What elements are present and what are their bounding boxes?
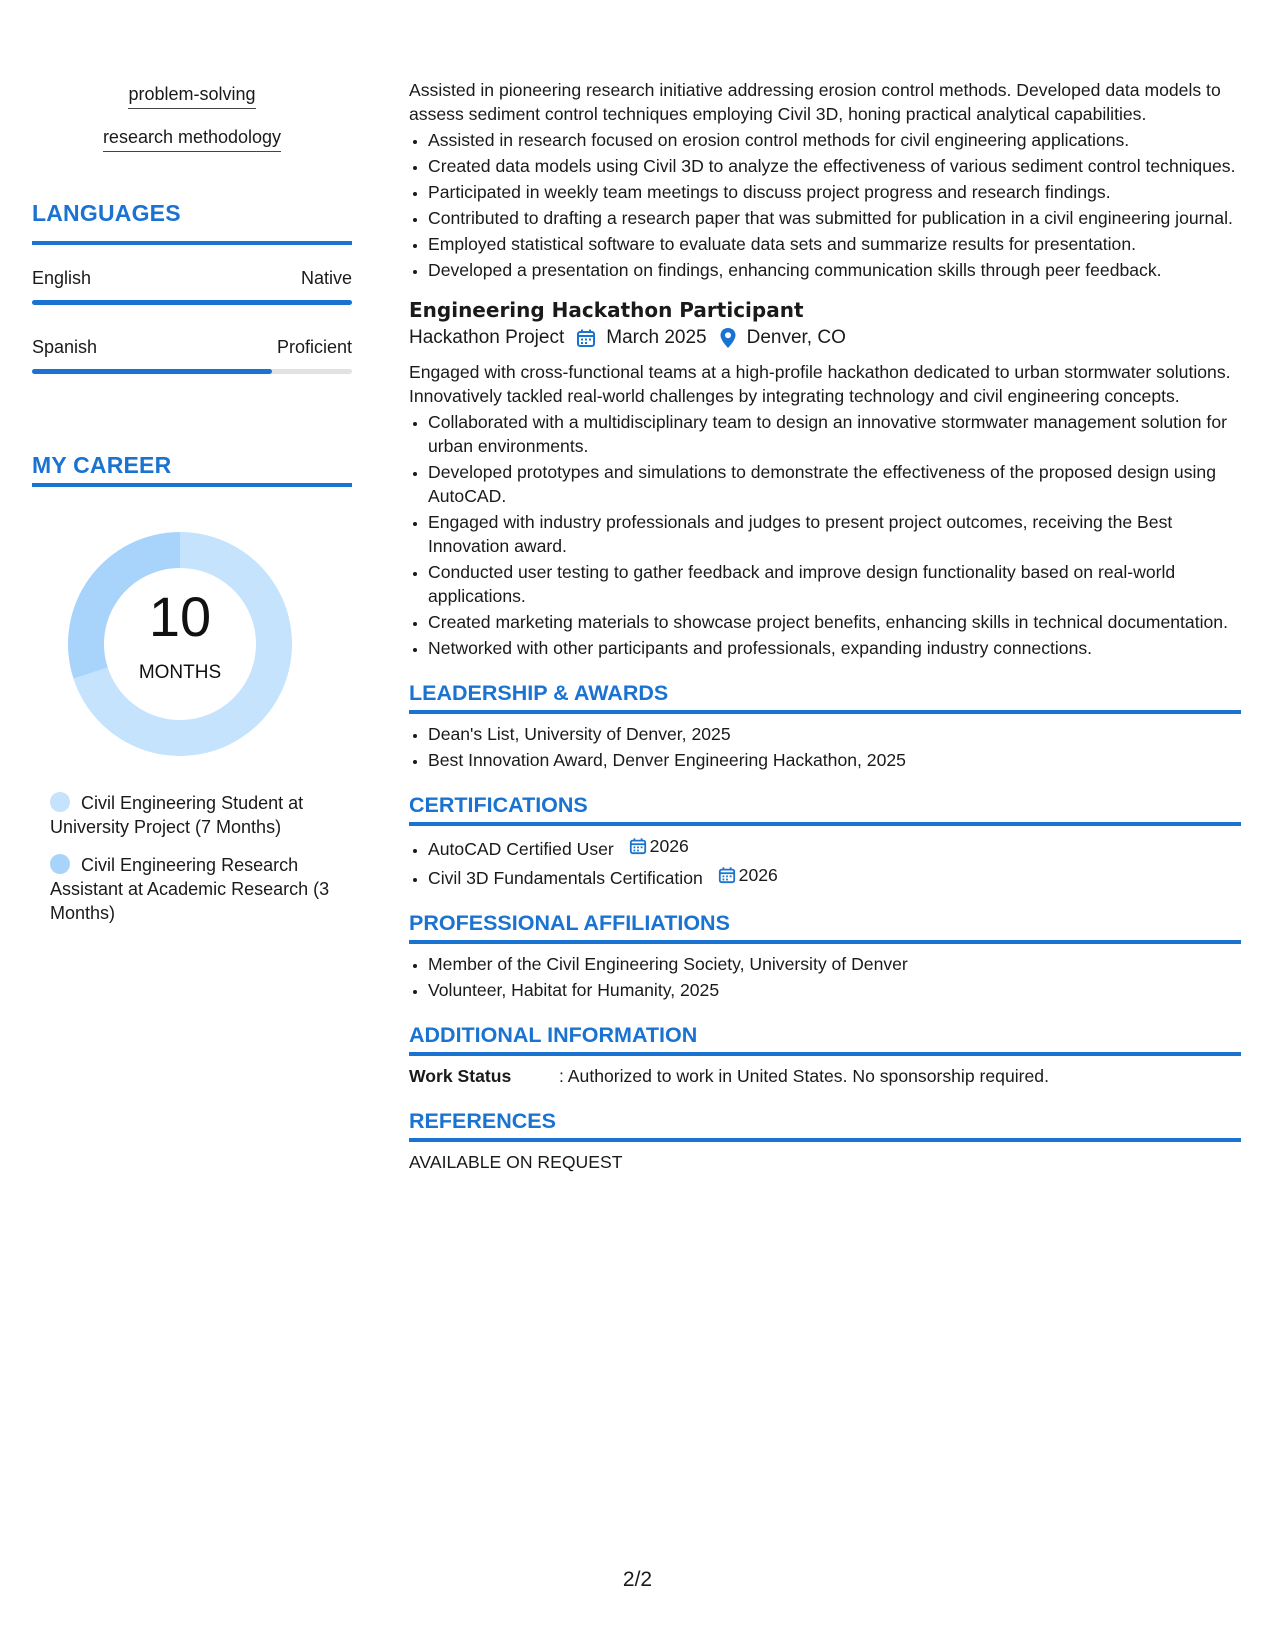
calendar-icon <box>576 328 596 348</box>
languages-heading: LANGUAGES <box>32 200 181 226</box>
language-bar <box>32 300 352 305</box>
certifications-list <box>409 834 1241 890</box>
entry-bullets <box>409 410 1241 660</box>
divider <box>32 241 352 245</box>
list-item: • Developed prototypes and simulations to demonstrate the effectiveness of the proposed design using AutoCAD. <box>428 460 1241 508</box>
references-text: AVAILABLE ON REQUEST <box>409 1152 623 1172</box>
language-bar-fill <box>32 369 272 374</box>
cert-name: Civil 3D Fundamentals Certification <box>428 868 703 888</box>
work-status-row <box>409 1064 1241 1088</box>
legend-dot <box>50 792 70 812</box>
list-item <box>428 834 1241 861</box>
language-level: Native <box>300 268 352 288</box>
entry-title: Engineering Hackathon Participant <box>409 298 804 322</box>
list-item: • Assisted in research focused on erosion control methods for civil engineering applications. <box>428 128 1241 152</box>
language-bar-fill <box>32 300 352 305</box>
cert-year: 2026 <box>738 865 778 885</box>
list-item: • Contributed to drafting a research paper that was submitted for publication in a civil engineering journal. <box>428 206 1241 230</box>
list-item: • Created marketing materials to showcase project benefits, enhancing skills in technical documentation. <box>428 610 1241 634</box>
list-item: • Collaborated with a multidisciplinary team to design an innovative stormwater management solution for urban environments. <box>428 410 1241 458</box>
list-item: • Best Innovation Award, Denver Engineering Hackathon, 2025 <box>428 748 1241 772</box>
divider <box>409 822 1241 826</box>
list-item: • Volunteer, Habitat for Humanity, 2025 <box>428 978 1241 1002</box>
leadership-list <box>409 722 1241 772</box>
divider <box>32 483 352 487</box>
list-item <box>428 863 1241 890</box>
list-item: • Created data models using Civil 3D to analyze the effectiveness of various sediment control techniques. <box>428 154 1241 178</box>
career-total: 10 <box>148 585 212 648</box>
legend-label: Civil Engineering Research Assistant at Academic Research (3 Months) <box>50 855 330 923</box>
page-number: 2/2 <box>622 1568 653 1591</box>
divider <box>409 940 1241 944</box>
career-donut-chart <box>68 532 292 756</box>
work-status-label: Work Status <box>409 1066 512 1086</box>
cert-date <box>718 863 778 887</box>
divider <box>409 710 1241 714</box>
calendar-icon <box>629 837 647 855</box>
list-item: • Conducted user testing to gather feedback and improve design functionality based on real-world applications. <box>428 560 1241 608</box>
skill-tag: problem-solving <box>32 84 352 109</box>
calendar-icon <box>718 866 736 884</box>
career-legend-item <box>50 791 350 839</box>
language-name: English <box>32 268 92 288</box>
list-item: • Dean's List, University of Denver, 2025 <box>428 722 1241 746</box>
legend-dot <box>50 854 70 874</box>
language-bar <box>32 369 352 374</box>
language-name: Spanish <box>32 337 98 357</box>
career-legend-item <box>50 853 350 925</box>
entry-org: Hackathon Project <box>409 327 565 348</box>
list-item: • Participated in weekly team meetings to discuss project progress and research findings. <box>428 180 1241 204</box>
list-item: • Developed a presentation on findings, enhancing communication skills through peer feedback. <box>428 258 1241 282</box>
cert-name: AutoCAD Certified User <box>428 839 614 859</box>
list-item: • Engaged with industry professionals and judges to present project outcomes, receiving the Best Innovation award. <box>428 510 1241 558</box>
section-heading-leadership: LEADERSHIP & AWARDS <box>409 681 669 705</box>
list-item: • Employed statistical software to evaluate data sets and summarize results for presentation. <box>428 232 1241 256</box>
entry-summary: Engaged with cross-functional teams at a high-profile hackathon dedicated to urban stormwater solutions. Innovatively tackled real-world challenges by integrating technology and civil engineering concepts. <box>409 362 1231 406</box>
affiliations-list <box>409 952 1241 1002</box>
location-pin-icon <box>719 327 737 349</box>
experience-summary: Assisted in pioneering research initiative addressing erosion control methods. Developed data models to assess sediment control techniques employing Civil 3D, honing practical analytical capabilities. <box>409 80 1221 124</box>
list-item: • Member of the Civil Engineering Society, University of Denver <box>428 952 1241 976</box>
main-column <box>409 78 1241 1174</box>
career-heading: MY CAREER <box>32 452 172 478</box>
experience-bullets <box>409 128 1241 282</box>
career-unit: MONTHS <box>138 662 222 683</box>
divider <box>409 1052 1241 1056</box>
skill-tag: research methodology <box>32 127 352 152</box>
cert-year: 2026 <box>649 836 689 856</box>
entry-location: Denver, CO <box>746 327 846 348</box>
work-status-value: : Authorized to work in United States. No sponsorship required. <box>559 1066 1049 1086</box>
entry-date: March 2025 <box>606 327 707 348</box>
list-item: • Networked with other participants and professionals, expanding industry connections. <box>428 636 1241 660</box>
divider <box>409 1138 1241 1142</box>
section-heading-affiliations: PROFESSIONAL AFFILIATIONS <box>409 911 730 935</box>
section-heading-certifications: CERTIFICATIONS <box>409 793 588 817</box>
language-level: Proficient <box>276 337 352 357</box>
entry-meta <box>409 324 1241 352</box>
cert-date <box>629 834 689 858</box>
legend-label: Civil Engineering Student at University Project (7 Months) <box>50 793 304 837</box>
language-row <box>32 337 352 358</box>
language-row <box>32 268 352 289</box>
section-heading-references: REFERENCES <box>409 1109 556 1133</box>
section-heading-additional: ADDITIONAL INFORMATION <box>409 1023 698 1047</box>
